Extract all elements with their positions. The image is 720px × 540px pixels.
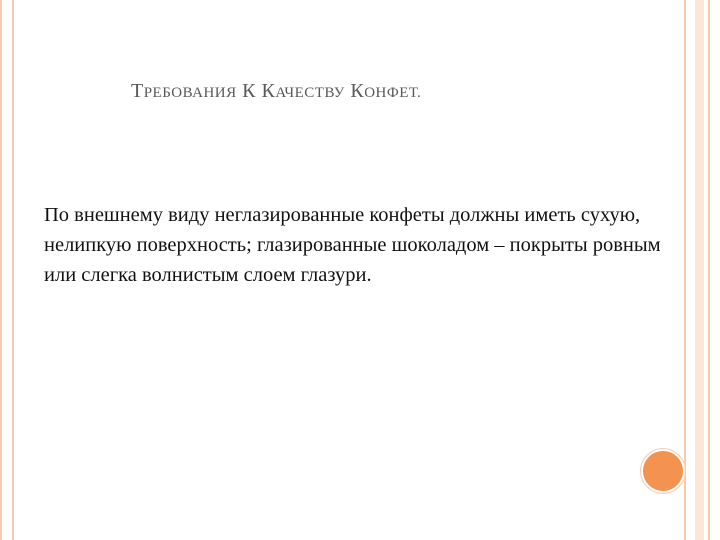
left-border-decoration — [0, 0, 14, 540]
orange-circle-icon — [641, 449, 685, 493]
right-border-band — [695, 0, 704, 540]
right-border-line — [684, 0, 686, 540]
right-border-line — [708, 0, 710, 540]
slide-body-text: По внешнему виду неглазированные конфеты должны иметь сухую, нелипкую поверхность; глазированные шоколадом – покрыты ровным или слегка волнистым слоем глазури. — [44, 204, 661, 286]
slide-title: ТРЕБОВАНИЯ К КАЧЕСТВУ КОНФЕТ. — [131, 80, 422, 102]
